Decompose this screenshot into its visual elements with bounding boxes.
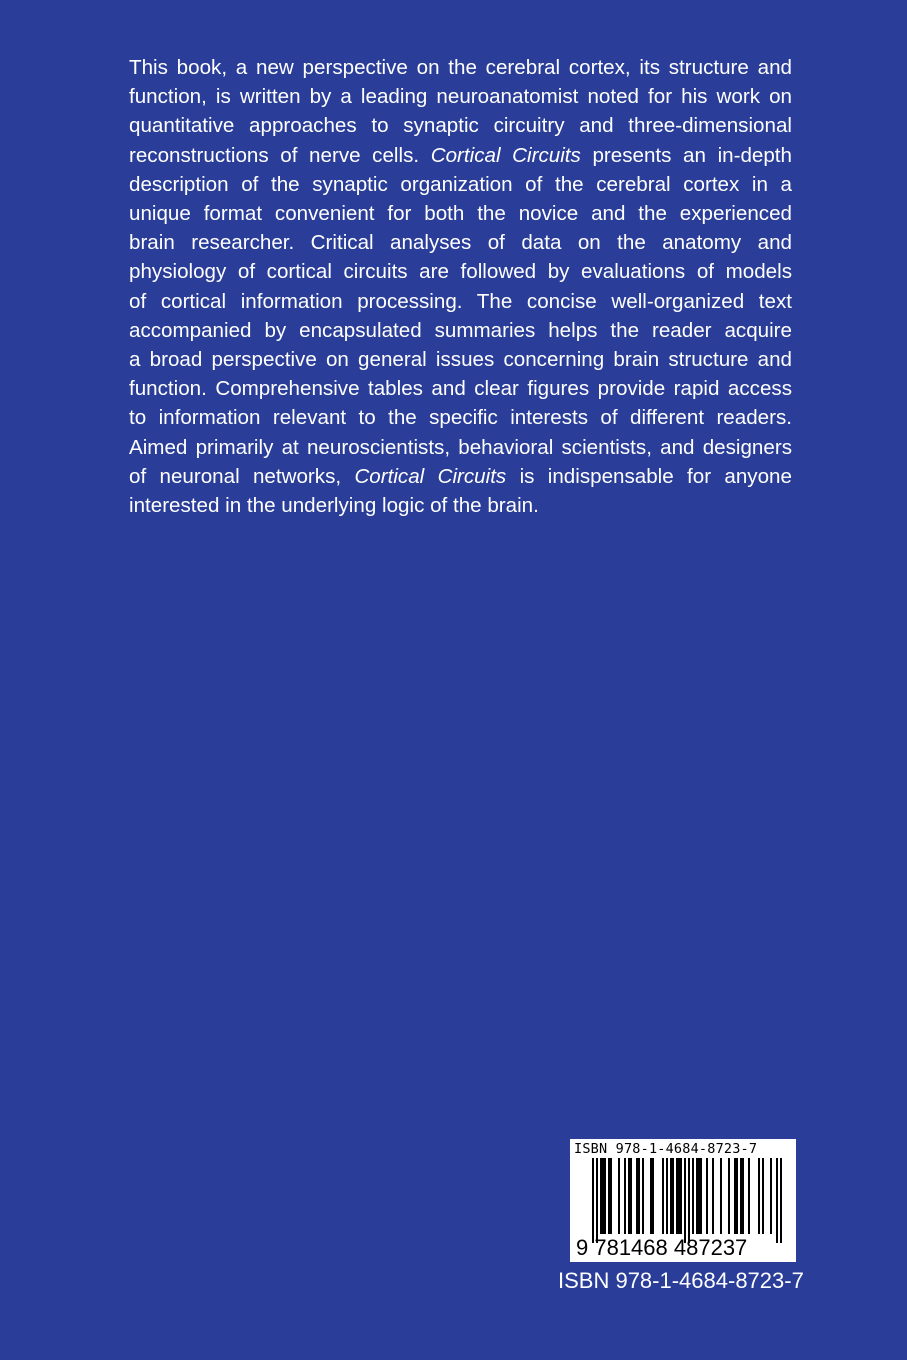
- description-line: quantitative approaches to synaptic circuitry and three-dimensional: [129, 114, 792, 138]
- barcode-bar: [650, 1158, 652, 1234]
- description-line: of cortical information processing. The concise well-organized text: [129, 289, 792, 313]
- description-line: interested in the underlying logic of the brain.: [129, 494, 539, 518]
- barcode-bar: [628, 1158, 630, 1234]
- barcode-bar: [602, 1158, 604, 1234]
- barcode-bar: [596, 1158, 598, 1243]
- barcode-isbn-label: ISBN 978-1-4684-8723-7: [574, 1141, 758, 1157]
- isbn-number: ISBN 978-1-4684-8723-7: [558, 1268, 804, 1293]
- barcode-bar: [740, 1158, 742, 1234]
- description-line: function, is written by a leading neuroanatomist noted for his work on: [129, 85, 792, 109]
- book-title-italic: Cortical Circuits: [354, 464, 507, 488]
- barcode-bar: [698, 1158, 700, 1234]
- description-line: physiology of cortical circuits are followed by evaluations of models: [129, 260, 792, 284]
- barcode-bar: [662, 1158, 664, 1234]
- book-description: [129, 53, 792, 520]
- description-line: accompanied by encapsulated summaries helps the reader acquire: [129, 318, 792, 342]
- barcode-bar: [610, 1158, 612, 1234]
- isbn-barcode: [570, 1139, 796, 1262]
- description-text: reconstructions of nerve cells.: [129, 143, 420, 167]
- description-line: brain researcher. Critical analyses of data on the anatomy and: [129, 231, 792, 255]
- description-line: a broad perspective on general issues concerning brain structure and: [129, 348, 792, 372]
- barcode-bar: [678, 1158, 680, 1234]
- barcode-bar: [696, 1158, 698, 1234]
- barcode-digits: 9 781468 487237: [576, 1235, 748, 1260]
- barcode-bar: [676, 1158, 678, 1234]
- barcode-bar: [604, 1158, 606, 1234]
- description-line: Aimed primarily at neuroscientists, behavioral scientists, and designers: [129, 435, 792, 459]
- barcode-bar: [684, 1158, 686, 1243]
- description-line: [129, 141, 792, 170]
- barcode-bar: [700, 1158, 702, 1234]
- barcode-bar: [742, 1158, 744, 1234]
- barcode-bar: [712, 1158, 714, 1234]
- description-line: function. Comprehensive tables and clear figures provide rapid access: [129, 377, 792, 401]
- description-line: description of the synaptic organization of the cerebral cortex in a: [129, 172, 792, 196]
- description-text: presents an in-depth: [592, 143, 792, 167]
- barcode-bar: [776, 1158, 778, 1243]
- barcode-bar: [758, 1158, 760, 1234]
- barcode-bar: [624, 1158, 626, 1234]
- barcode-bar: [680, 1158, 682, 1234]
- barcode-bar: [618, 1158, 620, 1234]
- description-line: unique format convenient for both the novice and the experienced: [129, 202, 792, 226]
- barcode-bar: [666, 1158, 668, 1234]
- barcode-bar: [608, 1158, 610, 1234]
- book-title-italic: Cortical Circuits: [430, 143, 581, 167]
- barcode-bar: [636, 1158, 638, 1234]
- barcode-bar: [734, 1158, 736, 1234]
- barcode-bar: [748, 1158, 750, 1234]
- description-text: of neuronal networks,: [129, 464, 342, 488]
- description-text: is indispensable for anyone: [519, 464, 792, 488]
- barcode-bar: [728, 1158, 730, 1234]
- barcode-bar: [630, 1158, 632, 1234]
- barcode-bar: [692, 1158, 694, 1234]
- barcode-bar: [770, 1158, 772, 1234]
- barcode-bar: [762, 1158, 764, 1234]
- barcode-bar: [688, 1158, 690, 1243]
- barcode-bar: [642, 1158, 644, 1234]
- barcode-bar: [670, 1158, 672, 1234]
- barcode-bar: [706, 1158, 708, 1234]
- barcode-bar: [592, 1158, 594, 1243]
- barcode-bar: [672, 1158, 674, 1234]
- barcode-bar: [780, 1158, 782, 1243]
- barcode-bar: [600, 1158, 602, 1234]
- barcode-bar: [652, 1158, 654, 1234]
- barcode-bar: [720, 1158, 722, 1234]
- description-line: to information relevant to the specific interests of different readers.: [129, 406, 792, 430]
- description-line: [129, 462, 792, 491]
- barcode-bar: [638, 1158, 640, 1234]
- barcode-bar: [736, 1158, 738, 1234]
- description-line: This book, a new perspective on the cerebral cortex, its structure and: [129, 56, 792, 79]
